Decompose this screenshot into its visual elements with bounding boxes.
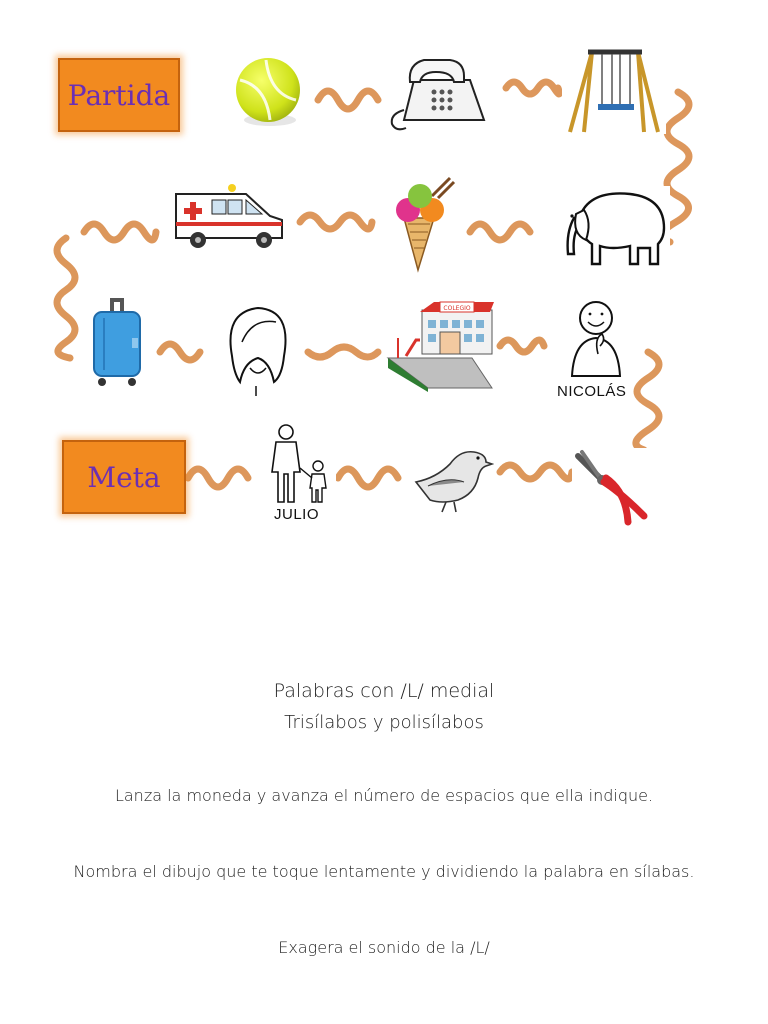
- worksheet-subtitle: Trisílabos y polisílabos: [284, 712, 484, 733]
- tennis-ball-picture: [224, 50, 312, 136]
- pliers-picture: [572, 448, 656, 530]
- boy-caption: NICOLÁS: [557, 383, 627, 400]
- connector: [308, 347, 378, 357]
- connector: [500, 465, 572, 479]
- worksheet-title: Palabras con /L/ medial: [273, 680, 495, 702]
- swing-picture: [562, 46, 666, 134]
- boy-picture: [558, 296, 634, 378]
- ice-cream-picture: [380, 174, 464, 274]
- father-child-picture: [264, 422, 336, 506]
- suitcase-picture: [84, 294, 148, 388]
- elephant-picture: [550, 186, 670, 268]
- woman-head-picture: [210, 302, 302, 398]
- connector: [470, 224, 530, 240]
- end-box: [62, 440, 186, 514]
- pigeon-picture: [406, 436, 494, 516]
- connector: [84, 224, 156, 240]
- connector: [300, 215, 372, 229]
- telephone-picture: [382, 52, 490, 134]
- instruction-line-3: Exagera el sonido de la /L/: [278, 938, 490, 957]
- start-label: Partida: [67, 78, 171, 112]
- connector: [318, 91, 378, 109]
- end-label: Meta: [87, 460, 161, 494]
- connector: [188, 469, 248, 487]
- connector: [57, 238, 75, 358]
- father-child-caption: JULIO: [274, 506, 320, 523]
- connector: [636, 352, 659, 450]
- instruction-line-1: Lanza la moneda y avanza el número de espacios que ella indique.: [114, 786, 654, 805]
- school-picture: [384, 298, 496, 394]
- connector: [500, 340, 544, 352]
- start-box: [58, 58, 180, 132]
- school-sign: COLEGIO: [443, 305, 471, 312]
- connector: [506, 82, 559, 94]
- ambulance-picture: [170, 182, 288, 254]
- connector: [338, 469, 398, 487]
- connector: [160, 344, 200, 360]
- instruction-line-2: Nombra el dibujo que te toque lentamente y dividiendo la palabra en sílabas.: [73, 862, 695, 881]
